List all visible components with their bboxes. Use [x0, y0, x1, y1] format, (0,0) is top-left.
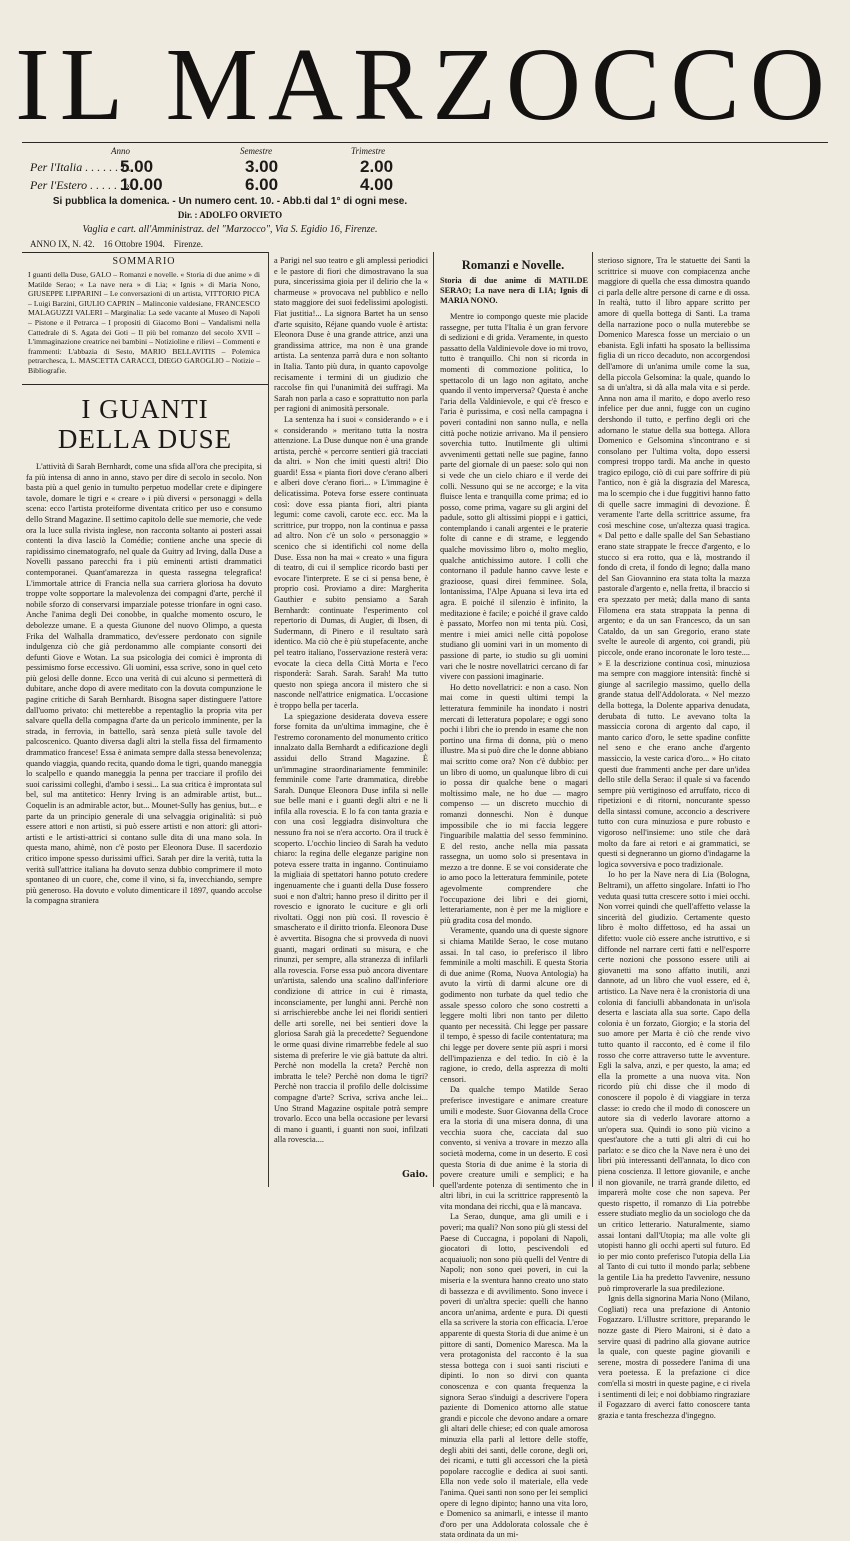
romanzi-paragraph-2: Ho detto novellatrici: e non a caso. Non mai come in questi ultimi tempi la letteratura femminile ha inondato i nostri mercati di letteratura popolare; e oggi sono pochi i libri che io prendo in esame che non portino una firma di donna, più o meno illustre. Ma si può dire che le donne abbiano mai scritto come ora? Non c'è dubbio: per un libro di uomo, un qualunque libro di cui io possa dir qualche bene o magari moltissimo male, ne ho due — magro compenso — un discreto mucchio di romanzi donneschi. Non è dunque impossibile che io mi faccia leggere l'inguaribile malattia del sesso femminino. E del resto, anche nella mia passata rassegna, un uomo solo si presentava in mezzo a tre donne. E se voi considerate che io amo poco la letteratura femminile, potete agevolmente comprendere che l'occupazione dei libri e dei giorni, letterariamente, non è per me la migliore e più gradita cosa del mondo. — [440, 682, 588, 925]
column-rule-2 — [433, 252, 434, 1187]
price-estero-semestre: 6.00 — [245, 175, 279, 194]
publication-notice: Si pubblica la domenica. - Un numero cent. 10. - Abb.ti dal 1° di ogni mese. — [52, 196, 408, 207]
romanzi-paragraph-5: La Serao, dunque, ama gli umili e i poveri; ma quali? Non sono più gli stessi del Paese di Cuccagna, i popolani di Napoli, giocatori di lotto, pescivendoli ed acquaiuoli; non sono più quelli del Ventre di Napoli; non sono quei poveri, in cui la miseria e la sventura hanno creato uno stato di bassezza e di avvilimento. Sono invece i poveri di un'altra specie: quelli che hanno ancora un'anima, ardente e pura. Di questi ella sa scrivere la storia con efficacia. L'eroe apparente di questa Storia di due anime è un pittore di santi, Domenico Maresca. Ma la vera protagonista del racconto è la sua stessa bottega con i suoi santi risciuti e dipinti. Io non so dirvi con quanta conoscenza e con quanta frequenza la signora Serao s'induigi a descrivere l'opera paziente di Domenico attorno alle statue grandi e piccole che devono andare a ornare gli altari delle chiese; ed con quale amorosa minuzia ella parli al lettore delle stoffe, degli abiti dei santi, delle corone, degli ori, dei ricami, e tutti gli accessori che la pietà popolare raccoglie e dedica ai suoi santi. Ella non vede solo il materiale, ella vede l'anima. Quei santi non sono per lei semplici opere di legno dipinto; hanno una vita loro, e Domenico sa animarli, e intesse il manto d'oro per una Addolorata colossale che è stata ordinata da un mi- — [440, 1212, 588, 1540]
article-duse-col-1 — [26, 462, 262, 1186]
romanzi-paragraph-4: Da qualche tempo Matilde Serao preferisce investigare e animare creature umili e modeste. Suor Giovanna della Croce era la storia di una misera donna, di una vecchia suora che, cacciata dal suo convento, si veniva a trovare in mezzo alla società moderna, come in un deserto. E così questa Storia di due anime è la storia di povere creature umili e semplici; e ha quell'ardente potenza di sentimento che in altri libri, in cui la scrittrice rappresentò la vita mondana dei ricchi, qua e là mancava. — [440, 1085, 588, 1211]
column-rule-3 — [592, 252, 593, 1187]
price-head-anno: Anno — [111, 146, 130, 156]
sommario-text: I guanti della Duse, GALO – Romanzi e novelle. « Storia di due anime » di Matilde Serao; « La nave nera » di Lia; « Ignis » di Maria Nono, GIUSEPPE LIPPARINI – Le conversazioni di un artista, VITTORIO PICA – Luigi Barzini, GIULIO CAPRIN – Malinconie valdesiane, FRANCESCO MALAGUZZI VALERI – Marginalia: La sede vacante al Museo di Napoli – Pistone e il Petrarca – I propositi di Giacomo Boni – Vandalismi nella Cattedrale di S. Agata dei Goti – Il più bel romanzo del secolo XVII – L'immaginazione creatrice nei bambini – Notizioline e rilievi – Commenti e frammenti: L'abbazia di Sesto, MARIO BELLAVITIS – Polemica petrarchesca, L. MASCETTA CARACCI, DIEGO GAROGLIO – Notizie – Bibliografie. — [28, 270, 260, 375]
article-title-line-1: I GUANTI — [81, 394, 209, 424]
price-italia-trimestre: 2.00 — [360, 157, 394, 176]
masthead-rule — [22, 142, 828, 143]
romanzi-col-3 — [440, 312, 589, 1540]
romanzi-col4-paragraph-1: sterioso signore, Tra le statuette dei Santi la scrittrice si muove con compiacenza anche maggiore di quella che essa dimostra quando ci parla delle altre persone di carne e di ossa. In realtà, tutto il libro appare scritto per amore di quella bottega di Santi. La trama della narrazione poco o nulla muterebbe se Domenico Maresca fosse un merciaio o un ebanista. Egli infatti ha sposato la bellissima figlia di un ricco decaduto, non accorgendosi dell'amore di un'anima umile come la sua, della piccola Gelsomina: la quale, quando lo sa di un'altra, si dà alla mala vita e si perde. Anna non ama il marito, e dopo averlo reso infelice per due anni, fugge con un cugino dershondo il tutto, e perfino degli ori che adornano le statue della sua bottega. Allora Domenico e Gelsomina s'incontrano e si consolano per l'ultima volta, dopo essersi compresi troppo tardi. Ma anche in questo tragico epilogo, ciò di cui pare soffrire di più l'antico, non è già la disgrazia del Maresca, ma lo scempio che i due fuggitivi hanno fatto di quelle sacre immagini di devozione. È veramente l'arte della scrittrice assume, fra così meschine cose, un'altezza quasi tragica. « Dal petto e dalle spalle del San Sebastiano erano state strappate le frecce d'argento, e lo stucco si era rotto, qua e là, mostrando il fondo di creta, il fondo di legno; dalla mano del San Giovannino era stata tolta la mazza pastorale d'argento e, nella fretta, il braccio si era spezzato per metà; dalla mano di santa Filomena era stata strappata la penna di argento; e da un san Francesco, da un san Cataldo, da un san Gregorio, erano state svelte le aureole di argento, coi grandi, più piccole, onde erano incoronate le loro teste.... » E la descrizione continua così, minuziosa ma sempre con maggiore intensità: finchè si giunge al sacrilegio massimo, quello della grande statua dell'Addolorata. « Nel mezzo della bottega, la Dolente appariva denudata, derubata di tutto. Le avevano tolta la massiccia corona di argento dal capo, il manto carico d'oro, le sette spadine confitte nel seno e che erano anche d'argento massiccio, la veste carica d'oro... » Ho citato questi due frammenti anche per dare un'idea dello stile della Serao: il quale si va facendo sempre più vertiginoso ed arruffato, ricco di ripetizioni e di ritorni, noncurante spesso della sintassi comune, acconcio a descrivere tutto con cura minuziosa e pure robusto e vigoroso nell'insieme: uno stile che darà molto da fare ai retori e ai grammatici, se questi si degneranno un giorno d'indagarne la logica sovversiva e poco tradizionale. — [598, 256, 750, 869]
article-duse-paragraph-2: a Parigi nel suo teatro e gli amplessi periodici e le pastore di fiori che dimostravano la sua pura, sincerissima gioia per il delirio che la « charmeuse » provocava nel pubblico e nello stato maggiore dei suoi fedelissimi apologisti. Fiat justitia!... La signora Bartet ha un senso d'arte squisito, Réjane quando vuole è artista: Eleonora Duse è una grande attrice, anzi una grandissima attrice, ma non è una grande artista. La sentenza parrà dura e non soltanto in Italia. Tanto più dura, in quanto capovolge recisamente i termini di un giudizio che raccolse fin qui l'unanimità dei suffragi. Ma Sarah non parla a caso e soprattutto non parla per ragioni di animosità personale. — [274, 256, 428, 414]
sommario-heading: SOMMARIO — [112, 256, 176, 267]
price-row-italia — [30, 157, 550, 175]
price-head-trimestre: Trimestre — [351, 146, 386, 156]
price-head-semestre: Semestre — [240, 146, 273, 156]
article-duse-paragraph-1: L'attività di Sarah Bernhardt, come una sfida all'ora che precipita, si fa più intensa di anno in anno, stavo per dire di secolo in secolo. Non basta più a quel genio in tumulto perpetuo modellar crete e dipingere tavole, domare le tigri e « creare » i più diversi « personaggi » della scena: ecco l'artista proteiforme diventata critico per uso e consumo dello Strand Magazine. Il settimo capitolo delle sue memorie, che vede ora la luce sulla rivista inglese, non racconta soltanto ai posteri assai contenti la diva lasciò la Comédie; contiene anche una specie di rapidissimo cinematografo, nel quale da Guitry ad Irving, dalla Duse a Novelli passano parecchi fra i più eminenti artisti drammatici contemporanei. Quant'amarezza in questa rassegna telegrafica! L'immortale attrice di Francia nella sua carriera gloriosa ha dovuto troppe volte sopportare la malevolenza dei compagni d'arte, perchè il nobile sforzo di conservarsi imparziale potesse trionfare in ogni caso. Anche l'anima degli Dei conobbe, in qualche momento oscuro, le debolezze umane. E a questa Giunone del nuovo Olimpo, a questa Frika del Walhalla drammatico, dev'essere perdonato con signile indulgenza ciò che già perdonammo alle compiante consorti dei defunti Giove e Wotan. La sua psicologia dei comici è impronta di pessimismo forse eccessivo. Gli uomini, essa scrive, sono in quel ceto più gelosi delle donne. Ecco una verità di cui alcuno si permetterà di dubitare, anche dopo di avere meditato con la dovuta compunzione le pagine critiche di Sarah Bernhardt. Bisogna saper distinguere l'attore dall'uomo privato: chi metterebbe a repentaglio la propria vita per salvare quella della compagna d'arte da un pericolo imminente, per la strada, in ferrovia, in battello, sarà senza pietà sulle tavole del palcoscenico. Quanto diversa dagli altri la stella fissa del firmamento drammatico francese! Essa è animata sempre dalla stessa benevolenza; quando viaggia, quando recita, quando doma le tigri, quando maneggia lo scalpello e quando maneggia la penna per tracciare il profilo dei suoi carissimi colleghi, d'ambo i sessi... La sua critica è improntata sul bel, sul ma antitetico: Henry Irving is an admirable artist, but... Coquelin is an admirable actor, but... Mounet-Sully has genius, but... e parte da un principio generale di una selvaggia originalità: si può essere attori e non artisti, si può essere artisti e non attori: gli attori-artisti e le artisti-attrici si contano sulle dita di una mano sola. In questa mano, ahimè, non c'è posto per Eleonora Duse. Il sacerdozio critico impone spesso durissimi uffici. Sarah per dire la verità, tutta la verità sull'attrice italiana ha dovuto senza dubbio comprimere il moto spontaneo di un cuore, che, come il vino, si fa, invecchiando, sempre più generoso. Ha dovuto e voluto dimenticare il 1897, quando accolse la compagna straniera — [26, 462, 262, 906]
price-row-estero — [30, 175, 550, 193]
article-duse-paragraph-3: La sentenza ha i suoi « considerando » e i « considerando » meritano tutta la nostra attenzione. La Duse dunque non è una grande artista, perchè « percorre sentieri già tracciati da altri. » Non che imiti questi altri! Dio guardi! Essa « pianta fiori dove c'erano alberi e alberi dove c'erano fiori... » L'immagine è delicatissima. Poteva forse essere continuata così: dove essa pianta fiori, altri pianta legumi: come cavoli, carote ecc. ecc. Ma la scrittrice, pur troppo, non la continua e passa ad altro. Non c'è un solo « personaggio » scenico che si identifichi col nome della Duse. Essa non ha mai « creato » una figura di teatro, di cui il semplice ricordo basti per evocare l'interprete. E se ci si pensa bene, è proprio così. Proviamo a dire: Margherita Gauthier e subito pensiamo a Sarah Bernhardt: continuate l'esperimento col repertorio di Dumas, di Augier, di Ibsen, di Sudermann, di Pinero e il resultato sarà identico. Ma ciò che è più stupefacente, anche pel teatro italiano, l'osservazione resterà vera: evocate la cieca della Città Morta e l'eco risponderà: Sarah. Sarah. Sarah! Ma tutto questo non spiega ancora il mistero che si nasconde nell'attrice enigmatica. L'occasione è troppo bella per tacerla. — [274, 414, 428, 710]
price-estero-anno: 10.00 — [120, 175, 163, 194]
article-duse-paragraph-4: La spiegazione desiderata doveva essere forse fornita da un'ultima immagine, che è l'estremo coronamento del monumento critico innalzato dalla Bernhardt a edificazione degli assidui dello Strand Magazine. È un'immagine straordinariamente femminile: femminile come l'arte drammatica, direbbe Sarah. Dunque Eleonora Duse infila si nelle sue belle mani e i guanti degli altri e ne li infila alla rovescia. E lo fa con tanta grazia e con una così leggiadra disinvoltura che nessuno fra noi se n'era accorto. Ora il truck è scoperto. L'occhio lincieo di Sarah ha veduto chiaro: la regina delle eleganze parigine non poteva essere tratta in inganno. Continuiamo la migliaia di spettatori hanno potuto credere ingenuamente che i guanti della Duse fossero suoi e non d'altri; hanno preso il diritto per il rovescio e ignorato le cuciture e gli orli rivoltati. Oggi non più così. Il rovescio è smascherato e il diritto trionfa. Eleonora Duse è avvertita. Bisogna che si provveda di nuovi guanti, magari ordinati su misura, e che rinunzi, per sempre, alla stranezza di infilarli alla rovescia. Forse essa può ancora diventare un'artista, salendo una scalino dall'inferiore condizione di attrice in cui è rimasta, inconsciamente, per lunghi anni. Perchè non si arrischierebbe anche lei nei floridi sentieri delle arti sorelle, nei bei sentieri dove la gloriosa Sarah già la precedette? Seguendone le orme quasi divine rimarrebbe fedele al suo sistema di preferire le vie già battute da altri. Perchè non modella la creta? Perchè non imbratta le tele? Perchè non doma le tigri? Perchè non traccia il profilo delle dolcissime compagne d'arte? Scriva, scriva anche lei... Uno Strand Magazine ospitale potrà sempre trovarlo. Ecco una bella occasione per levarsi di mano i guanti, i guanti non suoi, infilzati alla rovescia.... — [274, 711, 428, 1145]
article-title-line-2: DELLA DUSE — [57, 424, 233, 454]
price-label-italia: Per l'Italia . . . . . . L. — [30, 160, 131, 174]
romanzi-paragraph-1: Mentre io compongo queste mie placide rassegne, per tutta l'Italia è un gran fervore di sedizioni e di grida. Veramente, in questo passatto della Valdinievole dove io mi trovo, tutto è tranquillo. Chi non si ricorda in momenti di commozione politica, lo spettacolo di un lago non agitato, anche quando il vento imperversa? Questa è anche l'aria della Valdinievole, e qui c'è fresco e l'aria è purissima, e così nella campagna i poveri contadini non sanno nulla, e nella città poche notizie arrivano. Ma il pensiero soverchia tutto. Inutilmente gli ultimi avvenimenti gettati nelle sue pagine, fanno parte del giornale di un paese: solo qui non si vede che un cielo chiaro e il verde dei colli. Nessuno qui se ne accorge; e la vita fluisce lenta e tranquilla come prima; ed io posso, come prima, vagare su gli argini del padule, sotto gli altissimi pioppi e i gattici, contemplando i canali argentei e le praterie folte di canne e di strame, e leggendo qualche movissimo libro o, molto meglio, qualche antichissimo autore. I colli che contornano il padule hanno cavve leste e grazioose, quasi direi femminee. Sola, lontanissima, l'Alpe Apuana si leva irta ed agra. E poiché il silenzio è infinito, la meditazione è facile; e poiché il grave caldo è passato, Morfeo non mi tenta più. Così, mentre i miei amici nelle città popolose studiano gli uomini vari in un momento di passione di parte, io studio su gli uomini vari che le nostre novellatrici cercano di far vivere con passioni imaginarie. — [440, 312, 589, 682]
article-duse-signature: Gaio. — [402, 1170, 428, 1180]
masthead-title: IL MARZOCCO — [15, 27, 835, 142]
price-italia-anno: 5.00 — [120, 157, 154, 176]
romanzi-col-4 — [598, 256, 750, 1420]
romanzi-col4-paragraph-3: Ignis della signorina Maria Nono (Milano, Cogliati) reca una prefazione di Antonio Fogazzaro. L'illustre scrittore, preparando le nozze gaste di Piero Maironi, si è dato a servire quasi di padrino alla giovane autrice la quale, con queste pagine giovanili e serene, mostra di possedere l'anima di una vera poetessa. E la prefazione ci dice com'ella si mostri in queste pagine, e ci rivela i sentimenti di lei; e noi dobbiamo ringraziare il Fogazzaro di averci fatto conoscere tanta grazia e tanta freschezza d'ingegno. — [598, 1294, 750, 1420]
address-line: Vaglia e cart. all'Amministraz. del "Marzocco", Via S. Egidio 16, Firenze. — [82, 224, 378, 235]
price-estero-trimestre: 4.00 — [360, 175, 394, 194]
issue-rule — [22, 252, 268, 253]
column-rule-1 — [268, 252, 269, 1187]
romanzi-col4-paragraph-2: Io ho per la Nave nera di Lia (Bologna, Beltrami), un affetto singolare. Infatti io l'ho veduta quasi tutta crescere sotto i miei occhi. Non vorrei quindi che quell'affetto velasse la sincerità del giudizio. Certamente questo libro è molto diffettoso, ed ha assai un difetto: vuole ciò essere anche istruttivo, e si diffonde nel narrare certi fatti e nell'esporre certe nozioni che possono essere utili ai giovanetti ma sono affatto inutili, anzi dannote, ad un libro che vuol essere, ed è, artistico. La Nave nera è la cronistoria di una colonia di fanciulli abbandonata in un'isola deserta e lasciata alla sua sorte. Capo della colonia è un forzato, Giorgio; e la storia del suo amore per Marta è ciò che rende vivo tutto quanto il racconto, ed è come il filo rosso che corre attraverso tutte le avventure. Egli la salva, anzi, e per questo, la ama; ed ella la promette a una nuova vita. Non ricordo più chi disse che il modo di conoscere il popolo è di viaggiare in terza classe: io credo che il modo di conoscere un autore sia di vederlo lavorare attorno a un'opera sua. Quindi io sono più vicino a quest'autore che a tutti gli altri di cui ho parlato: e se dico che la Nave nera è uno dei libri più interessanti dell'annata, lo dico con piena coscienza. Il lettore giovanile, e anche il non giovanile, ne trarrà grande diletto, ed imparerà molte cose che non sapeva. Per questo rispetto, il romanzo di Lia potrebbe essere studiato meglio da un sociologo che da un critico letterario. Naturalmente, siamo assai lontani dall'Utopia; ma alle volte gli utopisti hanno gli occhi aperti sul futuro. Ed io per mio conto preferisco l'utopia della Lia al Tanto di cui tutto il mondo parla; sebbene la gentile Lia ha predetto l'avvenire, nessuno può rimproverarle la sua predilezione. — [598, 870, 750, 1293]
price-italia-semestre: 3.00 — [245, 157, 279, 176]
romanzi-heading: Romanzi e Novelle. — [461, 258, 565, 272]
romanzi-paragraph-3: Veramente, quando una di queste signore si chiama Matilde Serao, le cose mutano assai. In tal caso, io preferisco il libro femminile a molti maschili. E questa Storia di due anime (Roma, Nuova Antologia) ha avuto la virtù di darmi alcune ore di godimento non turbate da quel tedio che assale spesso coloro che sono costretti a leggere molti libri non tanto per diletto quanto per necessità. Chi legge per passare il tempo, è spesso di facile contentatura; ma chi legge per dovere sente più aspri i morsi dell'impazienza e del tedio. In ciò è la ragione, io credo, della asprezza di molti censori. — [440, 926, 588, 1084]
price-label-estero: Per l'Estero . . . . . . » — [30, 178, 133, 192]
director-line: Dir. : ADOLFO ORVIETO — [177, 210, 283, 220]
issue-line: ANNO IX, N. 42. 16 Ottobre 1904. Firenze. — [30, 239, 203, 249]
romanzi-subtitle: Storia di due anime di MATILDE SERAO; La nave nera di LIA; Ignis di MARIA NONO. — [440, 276, 588, 305]
article-duse-col-2 — [274, 256, 428, 1186]
